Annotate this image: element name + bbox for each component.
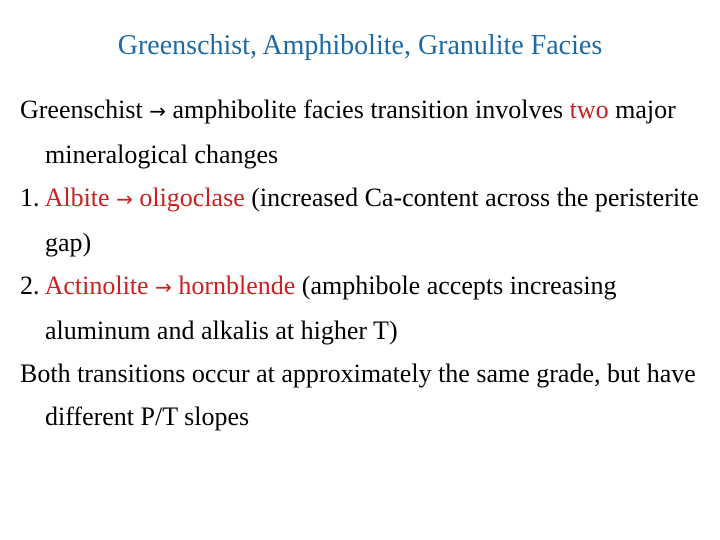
- slide-body: [20, 88, 710, 438]
- mineral-hornblende: hornblende: [171, 271, 296, 300]
- right-arrow-icon: →: [155, 275, 172, 299]
- text-segment: (amphibole accepts increasing aluminum and alkalis at higher T): [45, 271, 617, 345]
- list-number: 1.: [20, 183, 45, 212]
- text-segment: Both transitions occur at approximately the same grade, but have different P/T slopes: [20, 359, 696, 431]
- mineral-oligoclase: oligoclase: [132, 183, 245, 212]
- slide-title: Greenschist, Amphibolite, Granulite Facies: [117, 30, 603, 61]
- highlight-two: two: [569, 95, 609, 124]
- paragraph-change-2: [20, 264, 710, 352]
- mineral-albite: Albite: [44, 183, 117, 212]
- text-segment: (increased Ca-content across the peristerite gap): [45, 183, 699, 257]
- right-arrow-icon: →: [149, 99, 167, 123]
- paragraph-change-1: [20, 176, 710, 264]
- list-number: 2.: [20, 271, 45, 300]
- paragraph-conclusion: [20, 352, 710, 438]
- text-segment: major mineralogical changes: [45, 95, 676, 169]
- right-arrow-icon: →: [116, 187, 133, 211]
- text-segment: Greenschist: [20, 95, 150, 124]
- paragraph-intro: [20, 88, 710, 176]
- mineral-actinolite: Actinolite: [44, 271, 156, 300]
- text-segment: amphibolite facies transition involves: [166, 95, 570, 124]
